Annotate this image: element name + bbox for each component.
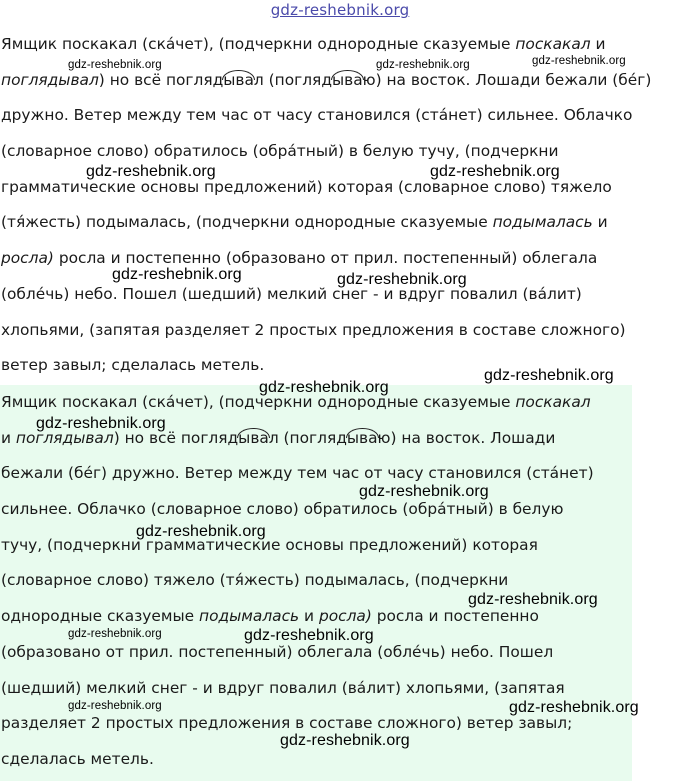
watermark: gdz-reshebnik.org: [136, 523, 266, 540]
watermark: gdz-reshebnik.org: [376, 59, 470, 71]
text-line: [1, 241, 668, 277]
text-run: ю) на восток. Лошади: [377, 428, 556, 447]
site-link[interactable]: gdz-reshebnik.org: [270, 1, 410, 19]
text-run: росла и постепенно: [371, 607, 539, 626]
answer-text-block: [0, 27, 670, 384]
text-line: [1, 277, 668, 313]
text-run: (образовано от прил. постепенный) облегала (обле́чь) небо. Пошел: [1, 642, 554, 661]
suffix-mark: ыва: [332, 63, 363, 99]
suffix-mark: ыва: [347, 421, 378, 457]
text-run: росла и постепенно (образовано от прил. постепенный) облегала: [53, 249, 598, 268]
text-line: [1, 528, 630, 564]
text-run: л (погляд: [253, 70, 332, 89]
text-line: [1, 313, 668, 349]
text-line: [1, 492, 630, 528]
watermark: gdz-reshebnik.org: [68, 59, 162, 71]
text-run: и: [592, 213, 608, 232]
watermark: gdz-reshebnik.org: [280, 732, 410, 749]
text-run: (словарное слово) тяжело (тя́жесть) подымалась, (подчеркни: [1, 571, 509, 590]
text-run: сильнее. Облачко (словарное слово) обратилось (обра́тный) в белую: [1, 500, 564, 519]
watermark: gdz-reshebnik.org: [359, 483, 489, 500]
watermark: gdz-reshebnik.org: [86, 163, 216, 180]
text-run: и: [299, 607, 319, 626]
text-run: тучу, (подчеркни грамматические основы предложений) которая: [1, 535, 538, 554]
text-run: и: [1, 428, 16, 447]
text-run: ) но всё погляд: [98, 70, 224, 89]
text-run: ) но всё погляд: [113, 428, 239, 447]
text-run: Ямщик поскакал (ска́чет), (подчеркни однородные сказуемые: [1, 35, 516, 53]
text-run: и: [590, 35, 606, 53]
text-run: (обле́чь) небо. Пошел (шедший) мелкий снег - и вдруг повалил (ва́лит): [1, 284, 582, 303]
watermark: gdz-reshebnik.org: [68, 628, 162, 640]
watermark: gdz-reshebnik.org: [468, 591, 598, 608]
watermark: gdz-reshebnik.org: [484, 367, 614, 384]
watermark: gdz-reshebnik.org: [112, 266, 242, 283]
emphasized-word: подымалась: [199, 607, 300, 626]
text-run: л (погляд: [268, 428, 347, 447]
watermark: gdz-reshebnik.org: [244, 627, 374, 644]
text-run: Ямщик поскакал (ска́чет), (подчеркни однородные сказуемые: [1, 393, 516, 411]
watermark: gdz-reshebnik.org: [337, 271, 467, 288]
text-line: [1, 456, 630, 492]
watermark: gdz-reshebnik.org: [68, 700, 162, 712]
text-run: дружно. Ветер между тем час от часу становился (ста́нет) сильнее. Облачко: [1, 106, 633, 125]
watermark: gdz-reshebnik.org: [36, 415, 166, 432]
text-run: (шедший) мелкий снег - и вдруг повалил (ва́лит) хлопьями, (запятая: [1, 678, 565, 697]
text-run: (словарное слово) обратилось (обра́тный) в белую тучу, (подчеркни: [1, 142, 559, 161]
text-run: разделяет 2 простых предложения в составе сложного) ветер завыл;: [1, 714, 573, 733]
watermark: gdz-reshebnik.org: [430, 163, 560, 180]
text-run: ю) на восток. Лошади бежали (бе́г): [362, 70, 652, 89]
watermark: gdz-reshebnik.org: [532, 55, 626, 67]
emphasized-word: подымалась: [492, 213, 593, 232]
text-line: [1, 205, 668, 241]
text-run: ветер завыл; сделалась метель.: [1, 356, 265, 375]
emphasized-word: поскакал: [515, 393, 591, 411]
suffix-mark: ыва: [223, 63, 254, 99]
text-run: грамматические основы предложений) которая (словарное слово) тяжело: [1, 177, 612, 196]
watermark: gdz-reshebnik.org: [259, 379, 389, 396]
emphasized-word: росла): [318, 607, 372, 626]
emphasized-word: поскакал: [515, 35, 591, 53]
suffix-mark: ыва: [238, 421, 269, 457]
watermark: gdz-reshebnik.org: [509, 699, 639, 716]
text-line: [1, 98, 668, 134]
text-run: бежали (бе́г) дружно. Ветер между тем час от часу становился (ста́нет): [1, 464, 594, 483]
text-run: однородные сказуемые: [1, 607, 200, 626]
text-run: хлопьями, (запятая разделяет 2 простых предложения в составе сложного): [1, 320, 626, 339]
text-run: сделалась метель.: [1, 749, 154, 768]
emphasized-word: росла): [1, 249, 54, 268]
text-run: (тя́жесть) подымалась, (подчеркни однородные сказуемые: [1, 213, 493, 232]
emphasized-word: поглядывал: [1, 70, 99, 89]
highlighted-answer-block: [0, 385, 632, 781]
emphasized-word: поглядывал: [15, 428, 114, 447]
